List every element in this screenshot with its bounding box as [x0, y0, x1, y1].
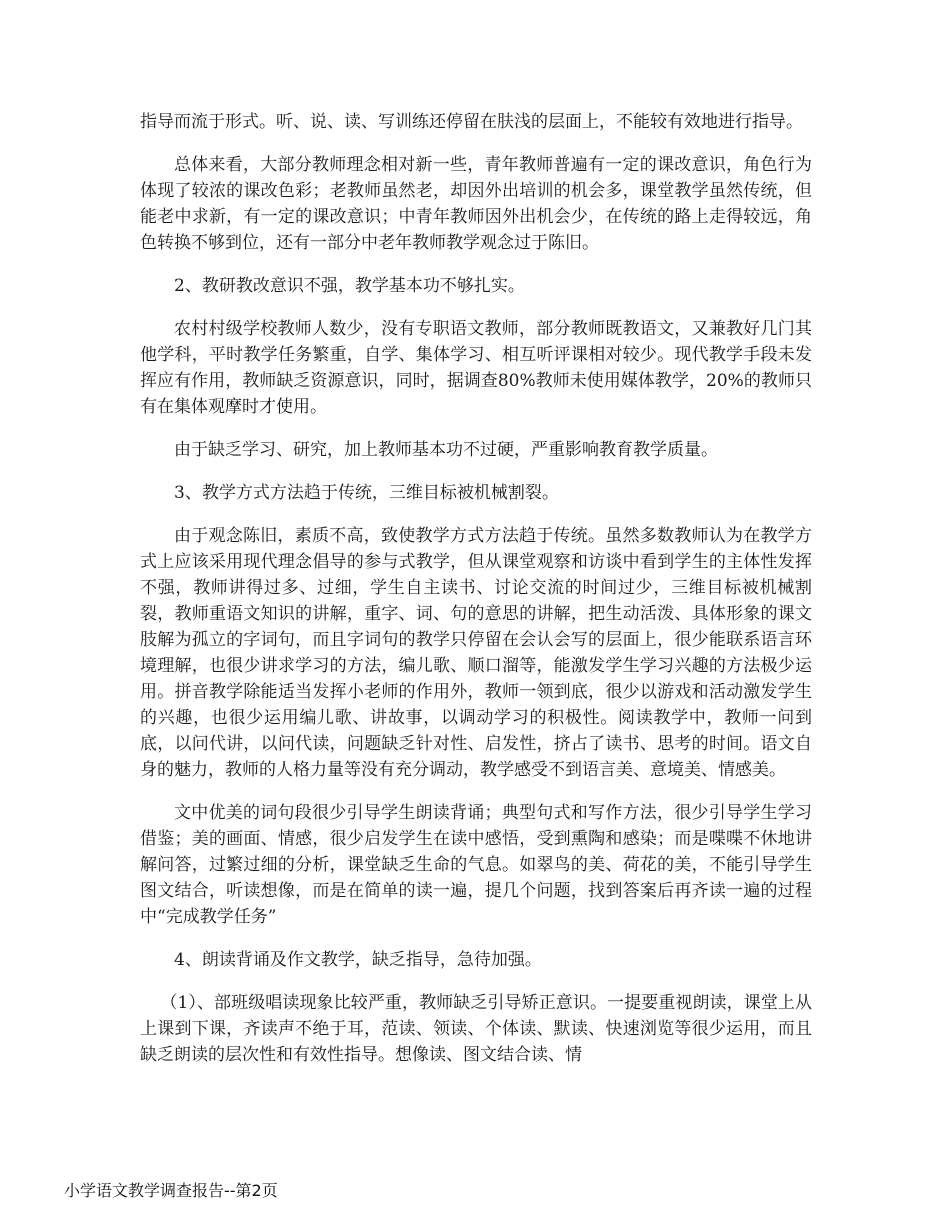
paragraph-rural-teachers: 农村村级学校教师人数少，没有专职语文教师，部分教师既教语文，又兼教好几门其他学科，平时教学任务繁重，自学、集体学习、相互听评课相对较少。现代教学手段未发挥应有作用，教师缺乏资源意识，同时，据调查80%教师未使用媒体教学，20%的教师只有在集体观摩时才使用。 — [140, 319, 812, 417]
page-footer: 小学语文教学调查报告--第2页 — [64, 1181, 278, 1200]
paragraph-item-1: （1）、部班级唱读现象比较严重，教师缺乏引导矫正意识。一提要重视朗读，课堂上从上课到下课，齐读声不绝于耳，范读、领读、个体读、默读、快速浏览等很少运用，而且缺乏朗读的层次性和有效性指导。想像读、图文结合读、情 — [140, 993, 812, 1065]
paragraph-reading-guidance: 文中优美的词句段很少引导学生朗读背诵；典型句式和写作方法，很少引导学生学习借鉴；美的画面、情感，很少启发学生在读中感悟，受到熏陶和感染；而是喋喋不休地讲解问答，过繁过细的分析，课堂缺乏生命的气息。如翠鸟的美、荷花的美，不能引导学生图文结合，听读想像，而是在简单的读一遍，提几个问题，找到答案后再齐读一遍的过程中“完成教学任务” — [140, 803, 812, 927]
paragraph-continuation: 指导而流于形式。听、说、读、写训练还停留在肤浅的层面上，不能较有效地进行指导。 — [140, 112, 803, 132]
section-heading-3: 3、教学方式方法趋于传统，三维目标被机械割裂。 — [174, 483, 559, 503]
paragraph-lack-of-study: 由于缺乏学习、研究，加上教师基本功不过硬，严重影响教育教学质量。 — [174, 440, 718, 460]
section-heading-4: 4、朗读背诵及作文教学，缺乏指导，急待加强。 — [174, 950, 542, 970]
paragraph-overview: 总体来看，大部分教师理念相对新一些，青年教师普遍有一定的课改意识，角色行为体现了较浓的课改色彩；老教师虽然老，却因外出培训的机会多，课堂教学虽然传统，但能老中求新，有一定的课改意识；中青年教师因外出机会少，在传统的路上走得较远，角色转换不够到位，还有一部分中老年教师教学观念过于陈旧。 — [140, 155, 812, 253]
section-heading-2: 2、教研教改意识不强，教学基本功不够扎实。 — [174, 276, 525, 296]
paragraph-teaching-methods: 由于观念陈旧，素质不高，致使教学方式方法趋于传统。虽然多数教师认为在教学方式上应该采用现代理念倡导的参与式教学，但从课堂观察和访谈中看到学生的主体性发挥不强，教师讲得过多、过细，学生自主读书、讨论交流的时间过少，三维目标被机械割裂，教师重语文知识的讲解，重字、词、句的意思的讲解，把生动活泼、具体形象的课文肢解为孤立的字词句，而且字词句的教学只停留在会认会写的层面上，很少能联系语言环境理解，也很少讲求学习的方法，编儿歌、顺口溜等，能激发学生学习兴趣的方法极少运用。拼音教学除能适当发挥小老师的作用外，教师一领到底，很少以游戏和活动激发学生的兴趣，也很少运用编儿歌、讲故事，以调动学习的积极性。阅读教学中，教师一问到底，以问代讲，以问代读，问题缺乏针对性、启发性，挤占了读书、思考的时间。语文自身的魅力，教师的人格力量等没有充分调动，教学感受不到语言美、意境美、情感美。 — [140, 526, 812, 780]
document-body — [140, 109, 812, 1068]
